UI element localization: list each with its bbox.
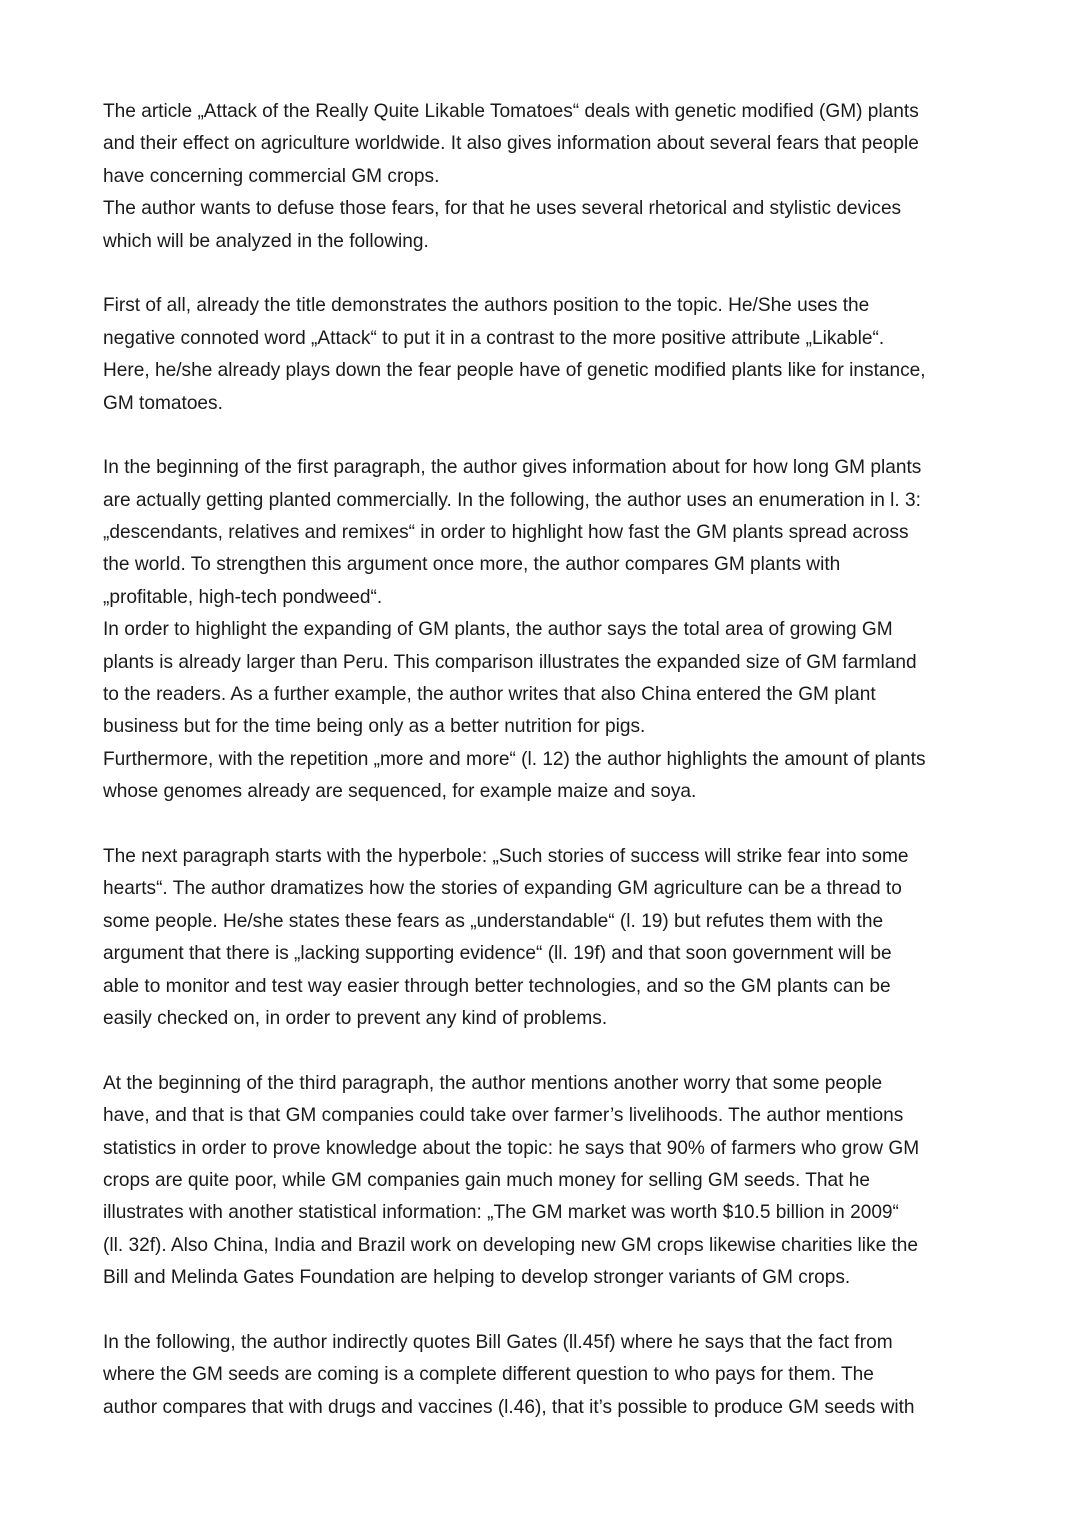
text-line: (ll. 32f). Also China, India and Brazil work on developing new GM crops likewise charities like the	[103, 1234, 919, 1256]
text-line: have concerning commercial GM crops.	[103, 165, 440, 187]
text-line: the world. To strengthen this argument once more, the author compares GM plants with	[103, 554, 841, 576]
text-line: whose genomes already are sequenced, for example maize and soya.	[103, 781, 697, 803]
text-line: able to monitor and test way easier through better technologies, and so the GM plants can be	[103, 975, 891, 997]
text-line: easily checked on, in order to prevent any kind of problems.	[103, 1007, 608, 1029]
paragraph-second-paragraph-analysis	[103, 841, 983, 1035]
text-line: illustrates with another statistical information: „The GM market was worth $10.5 billion in 2009“	[103, 1202, 899, 1224]
text-line: In order to highlight the expanding of GM plants, the author says the total area of growing GM	[103, 619, 893, 641]
text-line: „descendants, relatives and remixes“ in order to highlight how fast the GM plants spread across	[103, 522, 909, 544]
text-line: Bill and Melinda Gates Foundation are helping to develop stronger variants of GM crops.	[103, 1267, 851, 1289]
text-line: Furthermore, with the repetition „more and more“ (l. 12) the author highlights the amount of plants	[103, 748, 926, 770]
paragraph-first-paragraph-analysis	[103, 452, 983, 808]
paragraph-intro	[103, 96, 983, 258]
document-page	[103, 96, 983, 1424]
text-line: In the beginning of the first paragraph, the author gives information about for how long GM plants	[103, 457, 922, 479]
text-line: Here, he/she already plays down the fear people have of genetic modified plants like for instance,	[103, 360, 926, 382]
text-line: have, and that is that GM companies could take over farmer’s livelihoods. The author mentions	[103, 1105, 904, 1127]
text-line: which will be analyzed in the following.	[103, 230, 429, 252]
text-line: argument that there is „lacking supporting evidence“ (ll. 19f) and that soon government will be	[103, 943, 892, 965]
text-line: In the following, the author indirectly quotes Bill Gates (ll.45f) where he says that the fact from	[103, 1331, 893, 1353]
text-line: The next paragraph starts with the hyperbole: „Such stories of success will strike fear into some	[103, 845, 909, 867]
text-line: At the beginning of the third paragraph, the author mentions another worry that some people	[103, 1072, 883, 1094]
text-line: where the GM seeds are coming is a complete different question to who pays for them. The	[103, 1364, 874, 1386]
text-line: and their effect on agriculture worldwide. It also gives information about several fears that people	[103, 133, 919, 155]
text-line: GM tomatoes.	[103, 392, 223, 414]
text-line: First of all, already the title demonstrates the authors position to the topic. He/She uses the	[103, 295, 870, 317]
paragraph-bill-gates-analysis	[103, 1327, 983, 1424]
text-line: some people. He/she states these fears as „understandable“ (l. 19) but refutes them with the	[103, 910, 884, 932]
text-line: The article „Attack of the Really Quite Likable Tomatoes“ deals with genetic modified (GM) plants	[103, 101, 919, 122]
text-line: author compares that with drugs and vaccines (l.46), that it’s possible to produce GM seeds with	[103, 1396, 915, 1418]
text-line: are actually getting planted commercially. In the following, the author uses an enumeration in l. 3:	[103, 489, 921, 511]
text-line: business but for the time being only as a better nutrition for pigs.	[103, 716, 646, 738]
paragraph-third-paragraph-analysis	[103, 1068, 983, 1295]
text-line: The author wants to defuse those fears, for that he uses several rhetorical and stylistic devices	[103, 198, 902, 220]
text-line: negative connoted word „Attack“ to put it in a contrast to the more positive attribute „Likable“.	[103, 327, 885, 349]
text-line: hearts“. The author dramatizes how the stories of expanding GM agriculture can be a thread to	[103, 878, 902, 900]
text-line: crops are quite poor, while GM companies gain much money for selling GM seeds. That he	[103, 1169, 870, 1191]
text-line: „profitable, high-tech pondweed“.	[103, 586, 383, 608]
text-line: plants is already larger than Peru. This comparison illustrates the expanded size of GM farmland	[103, 651, 917, 673]
text-line: statistics in order to prove knowledge about the topic: he says that 90% of farmers who grow GM	[103, 1137, 920, 1159]
text-line: to the readers. As a further example, the author writes that also China entered the GM plant	[103, 684, 876, 706]
paragraph-title-analysis	[103, 290, 983, 420]
